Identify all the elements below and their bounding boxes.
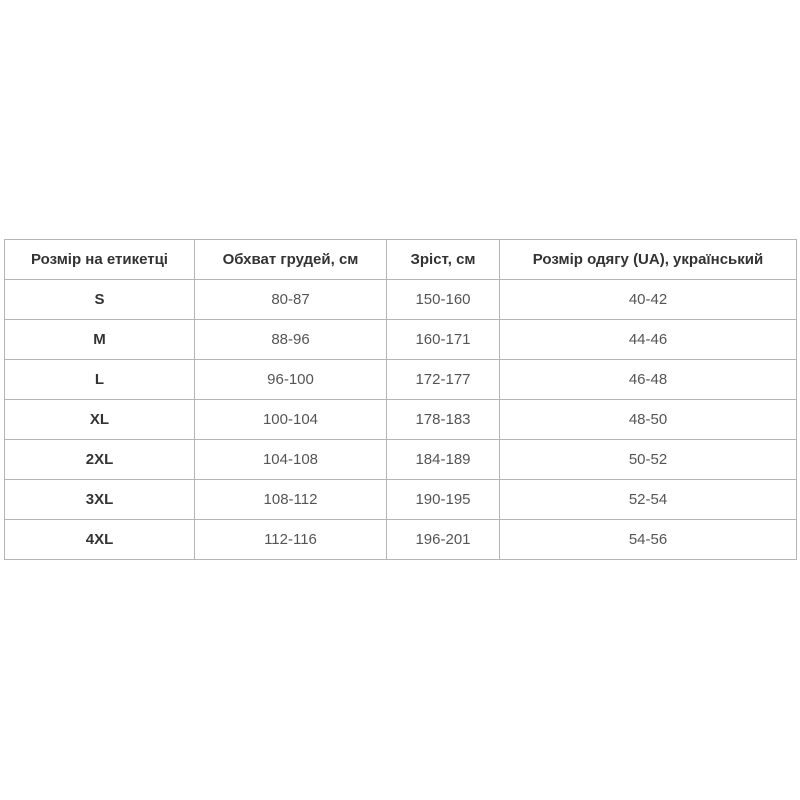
table-row <box>5 360 797 400</box>
ua-size-cell: 50-52 <box>500 440 797 480</box>
table-row <box>5 480 797 520</box>
chest-cell: 100-104 <box>195 400 387 440</box>
size-label-cell: XL <box>5 400 195 440</box>
ua-size-cell: 44-46 <box>500 320 797 360</box>
chest-cell: 112-116 <box>195 520 387 560</box>
ua-size-cell: 52-54 <box>500 480 797 520</box>
ua-size-cell: 46-48 <box>500 360 797 400</box>
ua-size-cell: 48-50 <box>500 400 797 440</box>
chest-cell: 88-96 <box>195 320 387 360</box>
size-label-cell: M <box>5 320 195 360</box>
table-row <box>5 440 797 480</box>
height-cell: 196-201 <box>387 520 500 560</box>
table-header-row <box>5 240 797 280</box>
size-label-cell: L <box>5 360 195 400</box>
chest-cell: 108-112 <box>195 480 387 520</box>
ua-size-cell: 40-42 <box>500 280 797 320</box>
table-row <box>5 280 797 320</box>
header-ua-size: Розмір одягу (UA), український <box>500 240 797 280</box>
size-chart-table <box>4 239 797 560</box>
size-label-cell: 3XL <box>5 480 195 520</box>
size-label-cell: 2XL <box>5 440 195 480</box>
table-row <box>5 400 797 440</box>
size-label-cell: S <box>5 280 195 320</box>
table-row <box>5 520 797 560</box>
height-cell: 150-160 <box>387 280 500 320</box>
height-cell: 190-195 <box>387 480 500 520</box>
height-cell: 178-183 <box>387 400 500 440</box>
height-cell: 184-189 <box>387 440 500 480</box>
height-cell: 160-171 <box>387 320 500 360</box>
chest-cell: 96-100 <box>195 360 387 400</box>
ua-size-cell: 54-56 <box>500 520 797 560</box>
height-cell: 172-177 <box>387 360 500 400</box>
header-height: Зріст, см <box>387 240 500 280</box>
header-label-size: Розмір на етикетці <box>5 240 195 280</box>
chest-cell: 104-108 <box>195 440 387 480</box>
size-label-cell: 4XL <box>5 520 195 560</box>
header-chest-girth: Обхват грудей, см <box>195 240 387 280</box>
chest-cell: 80-87 <box>195 280 387 320</box>
table-row <box>5 320 797 360</box>
